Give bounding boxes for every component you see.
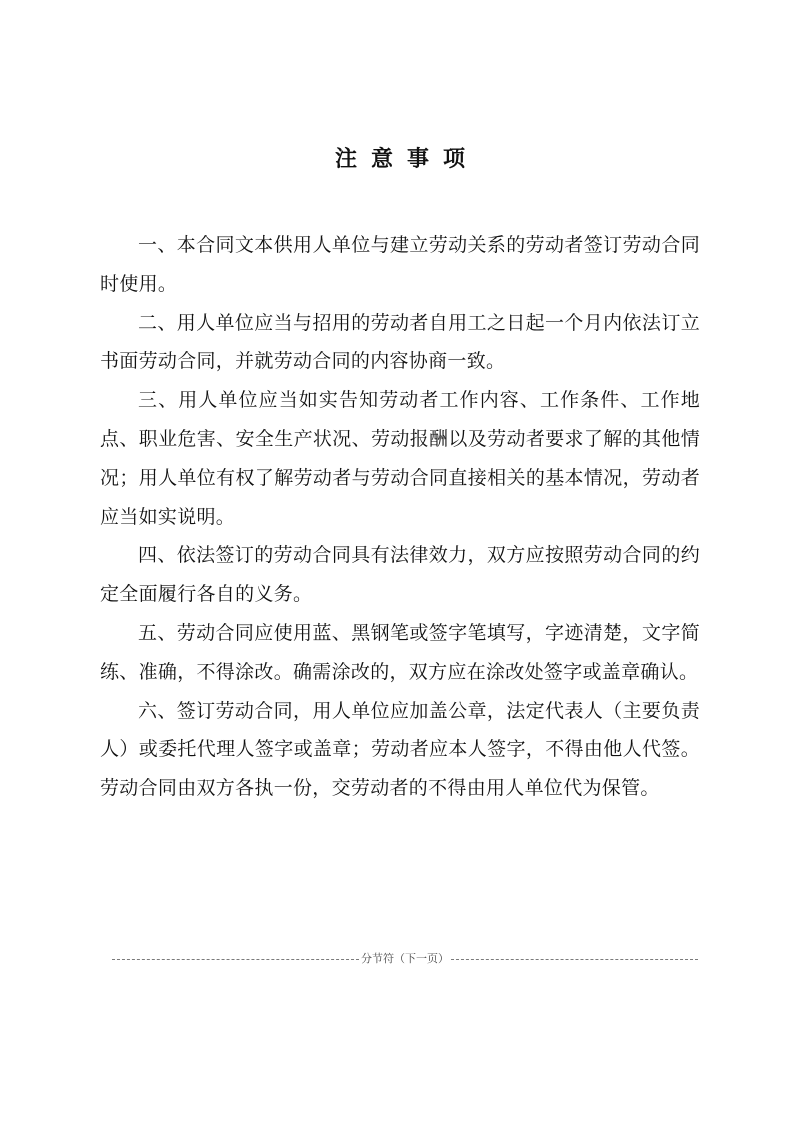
section-break-line-right [451, 959, 698, 960]
section-break-label: 分节符（下一页） [361, 952, 449, 965]
clause-5: 五、劳动合同应使用蓝、黑钢笔或签字笔填写，字迹清楚，文字简练、准确，不得涂改。确需涂改的，双方应在涂改处签字或盖章确认。 [100, 621, 700, 683]
section-break-line-left [112, 959, 359, 960]
section-break [112, 951, 698, 967]
clause-4: 四、依法签订的劳动合同具有法律效力，双方应按照劳动合同的约定全面履行各自的义务。 [100, 544, 700, 606]
clause-2: 二、用人单位应当与招用的劳动者自用工之日起一个月内依法订立书面劳动合同，并就劳动合同的内容协商一致。 [100, 311, 700, 373]
clause-1: 一、本合同文本供用人单位与建立劳动关系的劳动者签订劳动合同时使用。 [100, 234, 700, 295]
page-title: 注意事项 [334, 147, 479, 172]
clause-6: 六、签订劳动合同，用人单位应加盖公章，法定代表人（主要负责人）或委托代理人签字或盖章；劳动者应本人签字，不得由他人代签。劳动合同由双方各执一份，交劳动者的不得由用人单位代为保管。 [100, 699, 700, 800]
clause-3: 三、用人单位应当如实告知劳动者工作内容、工作条件、工作地点、职业危害、安全生产状况、劳动报酬以及劳动者要求了解的其他情况；用人单位有权了解劳动者与劳动合同直接相关的基本情况，劳动者应当如实说明。 [100, 389, 700, 528]
clause-list [100, 226, 700, 808]
